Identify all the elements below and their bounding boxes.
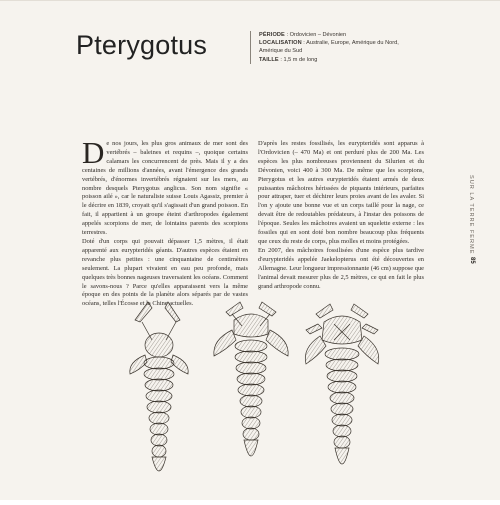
fact-period: PÉRIODE : Ordovicien – Dévonien (259, 32, 347, 38)
left-paragraph-1-text: e nos jours, les plus gros animaux de mer sont des vertébrés – baleines et requins –, quoique certains calamars les concurrencent de près. Mais il y a des centaines de millions d'années, avant l'émergence des grands vertébrés, d'énormes invertébrés régnaient sur les mers, au nombre desquels Pterygotus anglicus. Son nom signifie « poisson ailé », car le naturaliste suisse Louis Agassiz, premier à le décrire en 1839, croyait qu'il s'agissait d'un grand poisson. En fait, il appartient à un groupe éteint d'arthropodes également appelés scorpions de mer, de lointains parents des scorpions terrestres. (82, 140, 248, 237)
fact-period-value: Ordovicien – Dévonien (289, 32, 347, 38)
right-paragraph-1: D'après les restes fossilisés, les eurypteridés sont apparus à l'Ordovicien (– 470 Ma) et ont perduré plus de 200 Ma. Les espèces les plus nombreuses proviennent du Silurien et du Dévonien, voici 400 à 300 Ma. De même que les scorpions, Pterygotus et les autres eurypteridés étaient armés de deux puissantes mâchoires hérissées de piquants intérieurs, parfaites pour attraper, tuer et déchirer leurs proies avant de les avaler. Si l'on y ajoute une bonne vue et un corps taillé pour la nage, ce devait être de redoutables prédateurs, à l'instar des poissons de l'époque. Seules les mâchoires avaient un squelette externe : les fossiles qui en sont doté bon nombre beaucoup plus fréquents que ceux du reste de corps, plus molles et moins protégées. (258, 140, 424, 245)
page-number: 85 (469, 257, 475, 264)
pterygotus-ventral-drawing (305, 304, 378, 464)
pterygotus-illustrations (0, 300, 500, 500)
fact-size-key: TAILLE (259, 56, 279, 63)
fact-location-value: Australie, Europe, Amérique du Nord, Amérique du Sud (259, 40, 399, 55)
section-side-label: SUR LA TERRE FERME (468, 175, 474, 255)
pterygotus-dorsal-drawing (130, 302, 188, 471)
left-text-column (82, 135, 248, 309)
fact-location: LOCALISATION : Australie, Europe, Amérique du Nord, Amérique du Sud (259, 40, 399, 55)
facts-box (250, 31, 409, 64)
illustration-svg (0, 300, 500, 500)
pterygotus-back-drawing (214, 302, 288, 456)
fact-period-key: PÉRIODE (259, 32, 285, 38)
fact-size-value: 1,5 m de long (283, 56, 318, 63)
drop-cap: D (82, 135, 105, 170)
page-edge (0, 0, 500, 1)
left-paragraph-1 (82, 135, 248, 238)
fact-location-key: LOCALISATION (259, 40, 302, 47)
left-paragraph-2: Doté d'un corps qui pouvait dépasser 1,5 mètres, il était apparenté aux eurypteridés géants. D'autres espèces étaient en revanche plus petites : une cinquantaine de centimètres seulement. La plupart vivaient en eau peu profonde, mais quelques très bonnes nageuses traversaient les océans. Comment le savons-nous ? Parce qu'elles apparaissent vers la même époque en des points de la planète alors séparés par de vastes océans, telles l'Écosse et la Chine actuelles. (82, 237, 248, 308)
right-paragraph-2: En 2007, des mâchoires fossilisées d'une espèce plus tardive d'eurypteridés appelée Jaekelopterus ont été découvertes en Allemagne. Leur longueur impressionnante (46 cm) suppose que l'animal devait mesurer plus de 2,5 mètres, ce qui en fait le plus grand arthropode connu. (258, 246, 424, 290)
right-text-column (258, 140, 424, 291)
fact-size: TAILLE : 1,5 m de long (259, 56, 318, 63)
page-title: Pterygotus (76, 30, 208, 60)
